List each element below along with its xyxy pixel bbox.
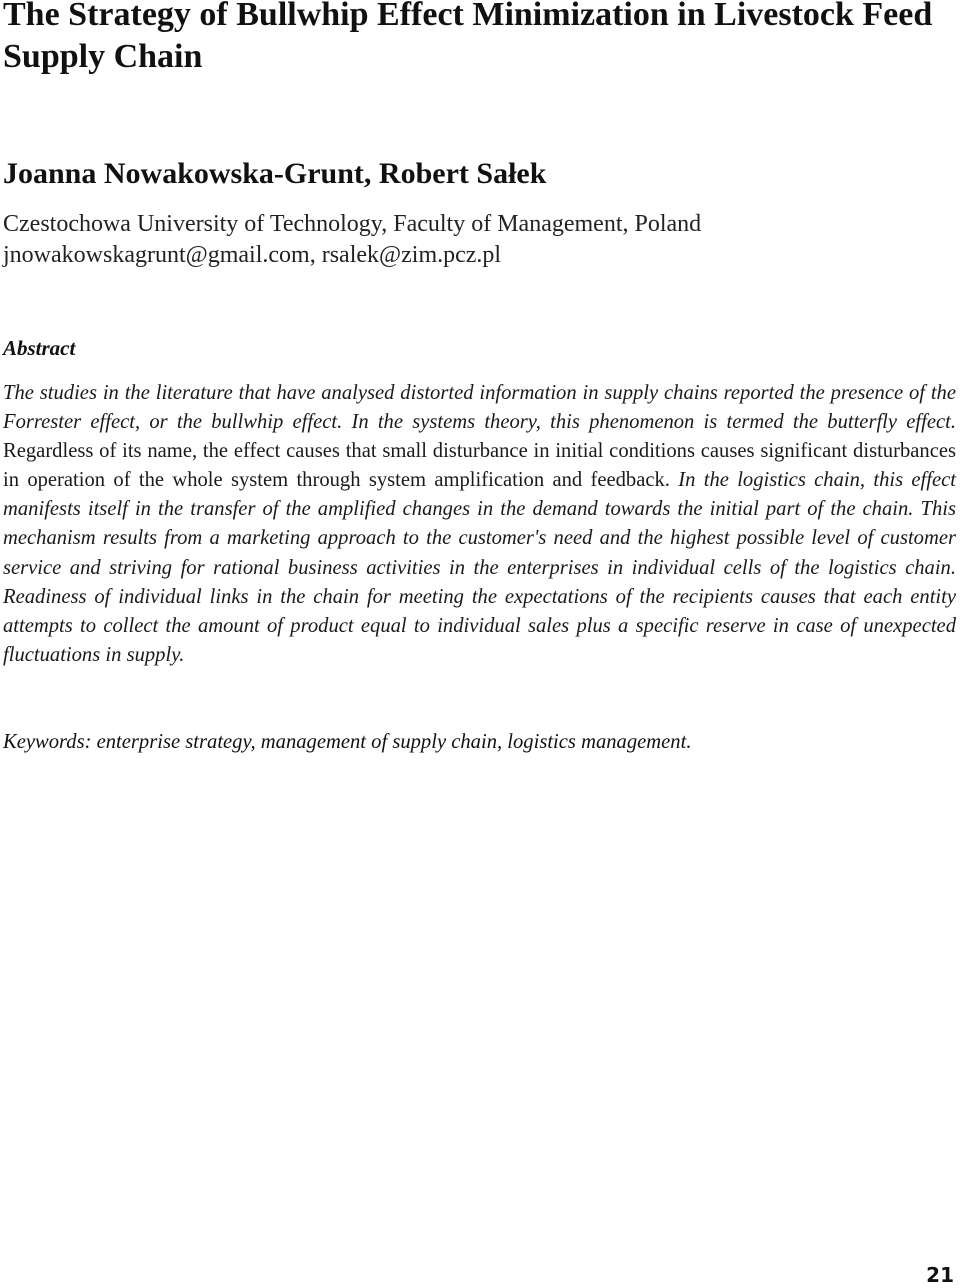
abstract-sentence: Readiness of individual links in the chain for meeting the expectations of the recipients causes that each entity attempts to collect the amount of product equal to individual sales plus a specific reserve in case of unexpected fluctuations in supply. [3, 585, 956, 666]
abstract-body [3, 379, 956, 670]
abstract-sentence: In the logistics chain, this effect manifests itself in the transfer of the amplified changes in the demand towards the initial part of the chain. [3, 469, 956, 521]
abstract-sentence: The studies in the literature that have analysed distorted information in supply chains reported the presence of the Forrester effect, or the bullwhip effect. [3, 382, 956, 434]
page-number: 21 [926, 1263, 954, 1287]
abstract-heading: Abstract [3, 336, 76, 360]
author-affiliation: Czestochowa University of Technology, Faculty of Management, Poland [3, 211, 702, 237]
paper-authors: Joanna Nowakowska-Grunt, Robert Sałek [3, 157, 547, 190]
abstract-sentence: This mechanism results from a marketing approach to the customer's need and the highest possible level of customer service and striving for rational business activities in the enterprises in individual cells of the logistics chain. [3, 498, 956, 579]
abstract-sentence: In the systems theory, this phenomenon is termed the butterfly effect. [351, 411, 956, 434]
author-emails: jnowakowskagrunt@gmail.com, rsalek@zim.pcz.pl [3, 242, 502, 268]
keywords: Keywords: enterprise strategy, management of supply chain, logistics management. [3, 731, 692, 753]
paper-title: The Strategy of Bullwhip Effect Minimization in Livestock Feed Supply Chain [3, 0, 933, 75]
abstract-sentence: Regardless of its name, the effect causes that small disturbance in initial conditions causes significant disturbances in operation of the whole system through system amplification and feedback. [3, 440, 956, 492]
